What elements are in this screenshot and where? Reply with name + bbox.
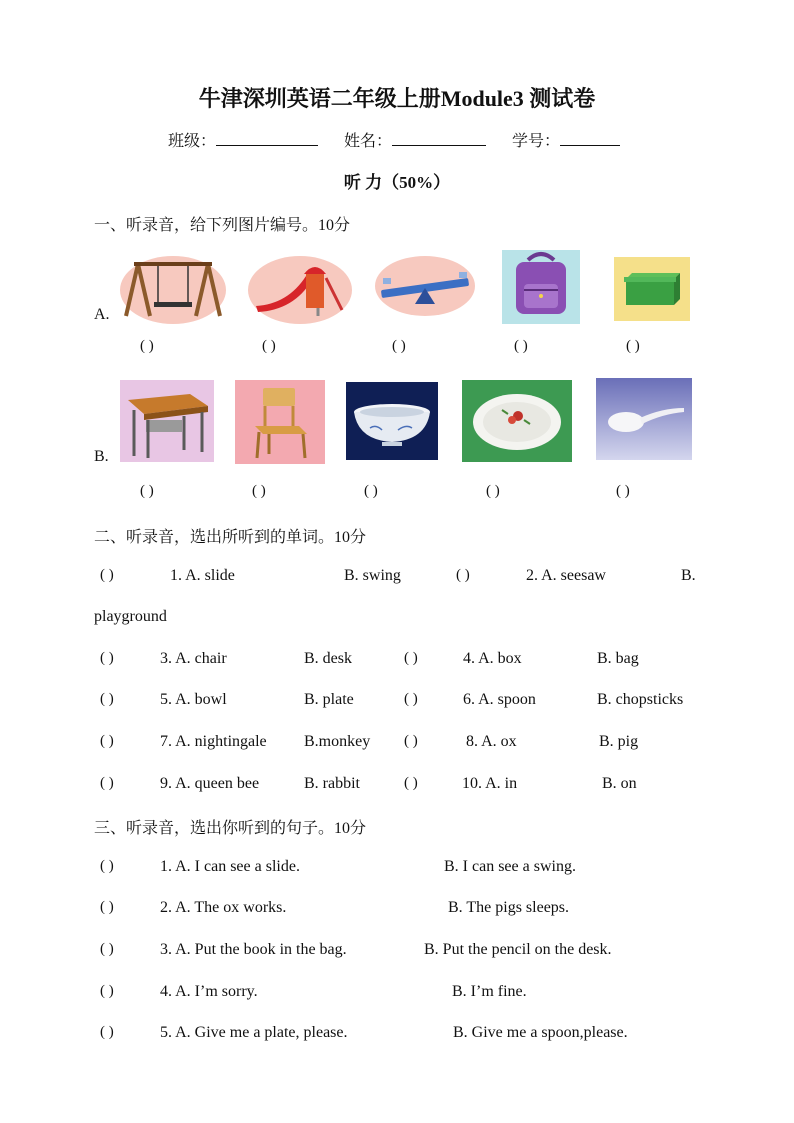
question-option: B. swing <box>344 567 401 584</box>
answer-paren[interactable]: ( ) <box>404 691 418 707</box>
question-option: B. rabbit <box>304 775 360 792</box>
question-option: B. on <box>602 775 637 792</box>
section1-title: 一、听录音，给下列图片编号。10分 <box>94 217 351 234</box>
question-option: B. bag <box>597 650 639 667</box>
row-b-label: B. <box>94 448 109 465</box>
question-option: B. plate <box>304 691 354 708</box>
question-option: playground <box>94 608 167 625</box>
spoon-icon <box>596 378 692 460</box>
section3-title: 三、听录音，选出你听到的句子。10分 <box>94 820 367 837</box>
answer-paren-a5[interactable]: ( ) <box>626 338 640 354</box>
answer-paren[interactable]: ( ) <box>100 983 114 999</box>
sentence-option: B. The pigs sleeps. <box>448 899 570 916</box>
answer-paren[interactable]: ( ) <box>100 567 114 583</box>
question-option: 4. A. box <box>463 650 522 667</box>
answer-paren-b4[interactable]: ( ) <box>486 483 500 499</box>
answer-paren[interactable]: ( ) <box>456 567 470 583</box>
box-icon <box>614 257 690 321</box>
question-option: 2. A. seesaw <box>526 567 606 584</box>
question-option: 9. A. queen bee <box>160 775 260 792</box>
name-label: 姓名： <box>344 133 393 150</box>
section2-title: 二、听录音，选出所听到的单词。10分 <box>94 529 367 546</box>
swing-icon <box>120 254 226 324</box>
answer-paren[interactable]: ( ) <box>100 775 114 791</box>
answer-paren-b3[interactable]: ( ) <box>364 483 378 499</box>
sentence-option: B. Give me a spoon,please. <box>453 1024 628 1041</box>
class-blank[interactable] <box>216 131 318 146</box>
question-option: 5. A. bowl <box>160 691 227 708</box>
desk-icon <box>120 380 214 462</box>
sentence-option: 4. A. I’m sorry. <box>160 983 258 1000</box>
answer-paren[interactable]: ( ) <box>100 941 114 957</box>
answer-paren[interactable]: ( ) <box>404 733 418 749</box>
question-option: 10. A. in <box>462 775 518 792</box>
chair-icon <box>235 380 325 464</box>
question-option: 7. A. nightingale <box>160 733 267 750</box>
sentence-option: B. I’m fine. <box>452 983 527 1000</box>
sentence-option: 5. A. Give me a plate, please. <box>160 1024 348 1041</box>
answer-paren-b1[interactable]: ( ) <box>140 483 154 499</box>
listening-title: 听 力（50%） <box>343 173 451 192</box>
sentence-option: B. Put the pencil on the desk. <box>424 941 612 958</box>
answer-paren-a1[interactable]: ( ) <box>140 338 154 354</box>
sentence-option: 1. A. I can see a slide. <box>160 858 300 875</box>
class-label: 班级： <box>168 133 217 150</box>
answer-paren-a4[interactable]: ( ) <box>514 338 528 354</box>
sentence-option: 2. A. The ox works. <box>160 899 287 916</box>
answer-paren-b5[interactable]: ( ) <box>616 483 630 499</box>
question-option: 1. A. slide <box>170 567 235 584</box>
answer-paren[interactable]: ( ) <box>100 858 114 874</box>
question-option: 6. A. spoon <box>463 691 536 708</box>
answer-paren[interactable]: ( ) <box>100 691 114 707</box>
answer-paren[interactable]: ( ) <box>100 650 114 666</box>
student-info-line <box>168 128 620 151</box>
question-option: B.monkey <box>304 733 371 750</box>
sentence-option: B. I can see a swing. <box>444 858 576 875</box>
id-label: 学号： <box>512 133 561 150</box>
answer-paren[interactable]: ( ) <box>100 1024 114 1040</box>
row-a-label: A. <box>94 306 110 323</box>
answer-paren[interactable]: ( ) <box>404 775 418 791</box>
seesaw-icon <box>375 254 475 318</box>
answer-paren-a3[interactable]: ( ) <box>392 338 406 354</box>
answer-paren[interactable]: ( ) <box>404 650 418 666</box>
id-blank[interactable] <box>560 131 620 146</box>
page-title: 牛津深圳英语二年级上册Module3 测试卷 <box>198 86 596 111</box>
question-option: B. <box>681 567 696 584</box>
answer-paren[interactable]: ( ) <box>100 733 114 749</box>
question-option: B. pig <box>599 733 639 750</box>
slide-icon <box>248 254 352 324</box>
answer-paren-b2[interactable]: ( ) <box>252 483 266 499</box>
question-option: 8. A. ox <box>466 733 517 750</box>
question-option: B. desk <box>304 650 352 667</box>
plate-icon <box>462 380 572 462</box>
answer-paren[interactable]: ( ) <box>100 899 114 915</box>
question-option: 3. A. chair <box>160 650 227 667</box>
bowl-icon <box>346 382 438 460</box>
bag-icon <box>502 250 580 324</box>
question-option: B. chopsticks <box>597 691 684 708</box>
name-blank[interactable] <box>392 131 486 146</box>
sentence-option: 3. A. Put the book in the bag. <box>160 941 347 958</box>
answer-paren-a2[interactable]: ( ) <box>262 338 276 354</box>
